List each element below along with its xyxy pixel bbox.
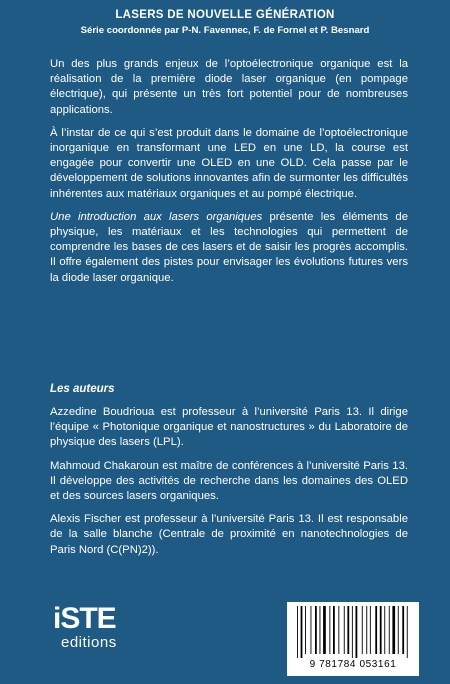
barcode-bar <box>344 606 345 654</box>
barcode-bar <box>392 606 395 654</box>
description-paragraph-2: À l’instar de ce qui s’est produit dans le domaine de l’optoélectronique inorganique en transformant une LED en une LD, la course est engagée pour convertir une OLED en une OLD. Cela passe par le développement de solutions innovantes afin de surmonter les difficultés inhérentes aux matériaux organiques et au pompé électrique. <box>50 126 408 200</box>
barcode-bar <box>352 606 353 658</box>
barcode-bars <box>295 606 411 658</box>
series-header <box>0 8 450 37</box>
description-paragraph-3 <box>50 210 408 286</box>
authors-section <box>50 405 408 566</box>
barcode-bar <box>323 606 326 654</box>
book-description <box>50 57 408 294</box>
barcode-bar <box>375 606 377 654</box>
barcode-bar <box>315 606 317 654</box>
barcode-bar <box>333 606 335 654</box>
barcode-bar <box>347 606 349 654</box>
barcode-bar <box>366 606 367 654</box>
barcode-bar <box>389 606 390 654</box>
barcode-bar <box>362 606 363 654</box>
barcode-bar <box>384 606 385 654</box>
barcode-bar <box>305 606 306 654</box>
author-bio-3: Alexis Fischer est professeur à l’université Paris 13. Il est responsable de la salle blanche (Centrale de proximité en nanotechnologies de Paris Nord (C(PN)2)). <box>50 513 408 556</box>
barcode-bar <box>398 606 399 654</box>
series-title: LASERS DE NOUVELLE GÉNÉRATION <box>115 9 335 21</box>
book-title: Une introduction aux lasers organiques <box>50 210 263 223</box>
author-bio-1: Azzedine Boudrioua est professeur à l’université Paris 13. Il dirige l’équipe « Photonique organique et nanostructures » du Laboratoire de physique des lasers (LPL). <box>50 406 408 449</box>
barcode-bar <box>338 606 339 654</box>
isbn-barcode <box>287 602 419 676</box>
barcode-bar <box>402 606 404 654</box>
authors-heading: Les auteurs <box>50 383 115 395</box>
barcode-bar <box>380 606 382 654</box>
barcode-bar <box>329 606 330 654</box>
publisher-logo-sub: editions <box>61 634 117 651</box>
barcode-bar <box>356 606 358 658</box>
description-paragraph-1: Un des plus grands enjeux de l’optoélectronique organique est la réalisation de la première diode laser organique (en pompage électrique), qui présente un très fort potentiel pour de nombreuses applications. <box>50 58 408 116</box>
barcode-bar <box>297 606 298 658</box>
description-paragraph-3-text: présente les éléments de physique, les matériaux et les technologies qui permettent de comprendre les bases de ces lasers et de saisir les progrès accomplis. Il offre également des pistes pour envisager les évolutions futures vers la diode laser organique. <box>50 210 408 284</box>
barcode-number: 9 781784 053161 <box>309 659 397 670</box>
barcode-bar <box>311 606 312 654</box>
barcode-bar <box>301 606 303 658</box>
author-bio-2: Mahmoud Chakaroun est maître de conférences à l’université Paris 13. Il développe des activités de recherche dans les domaines des OLED et des sources lasers organiques. <box>50 459 408 503</box>
publisher-logo-main: iSTE <box>53 602 116 635</box>
barcode-bar <box>407 606 408 658</box>
barcode-bar <box>320 606 321 654</box>
series-editors: Série coordonnée par P-N. Favennec, F. de Fornel et P. Besnard <box>80 25 370 36</box>
barcode-bar <box>370 606 371 654</box>
publisher-logo <box>53 604 149 656</box>
